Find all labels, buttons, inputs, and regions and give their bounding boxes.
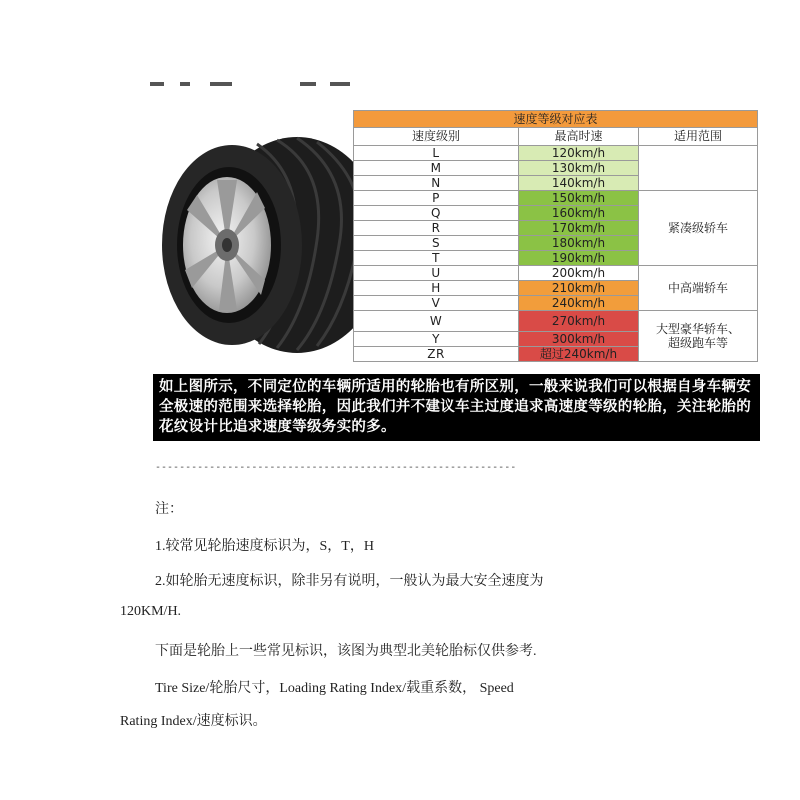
dashed-separator: ------------------------------------------------------------ xyxy=(155,462,517,473)
level-cell: P xyxy=(354,191,519,206)
table-row xyxy=(354,191,758,206)
table-row xyxy=(354,266,758,281)
level-cell: N xyxy=(354,176,519,191)
level-cell: Y xyxy=(354,332,519,347)
level-cell: V xyxy=(354,296,519,311)
note-item-1: 1.较常见轮胎速度标识为，S，T，H xyxy=(155,539,374,554)
range-mid-high: 中高端轿车 xyxy=(639,266,758,311)
speed-cell: 210km/h xyxy=(519,281,639,296)
range-luxury-line1: 大型豪华轿车、 xyxy=(656,322,741,336)
speed-cell: 120km/h xyxy=(519,146,639,161)
level-cell: Q xyxy=(354,206,519,221)
range-compact: 紧凑级轿车 xyxy=(639,191,758,266)
speed-cell: 300km/h xyxy=(519,332,639,347)
note-item-4-line1: Tire Size/轮胎尺寸，Loading Rating Index/载重系数， Speed xyxy=(155,681,514,696)
header-max-speed: 最高时速 xyxy=(519,128,639,146)
table-title: 速度等级对应表 xyxy=(354,111,758,128)
caption-box: 如上图所示，不同定位的车辆所适用的轮胎也有所区别，一般来说我们可以根据自身车辆安全极速的范围来选择轮胎，因此我们并不建议车主过度追求高速度等级的轮胎，关注轮胎的花纹设计比追求速度等级务实的多。 xyxy=(153,374,760,441)
table-row xyxy=(354,311,758,332)
level-cell: H xyxy=(354,281,519,296)
level-cell: S xyxy=(354,236,519,251)
level-cell: U xyxy=(354,266,519,281)
cropped-header-fragment xyxy=(150,82,370,88)
level-cell: L xyxy=(354,146,519,161)
speed-cell: 240km/h xyxy=(519,296,639,311)
speed-cell: 140km/h xyxy=(519,176,639,191)
speed-cell: 160km/h xyxy=(519,206,639,221)
speed-cell: 270km/h xyxy=(519,311,639,332)
level-cell: W xyxy=(354,311,519,332)
speed-rating-table xyxy=(353,110,758,362)
range-luxury xyxy=(639,311,758,362)
level-cell: R xyxy=(354,221,519,236)
header-application-range: 适用范围 xyxy=(639,128,758,146)
note-item-2-line1: 2.如轮胎无速度标识，除非另有说明，一般认为最大安全速度为 xyxy=(155,574,544,589)
note-item-4-line2: Rating Index/速度标识。 xyxy=(120,714,267,729)
header-speed-level: 速度级别 xyxy=(354,128,519,146)
speed-cell: 170km/h xyxy=(519,221,639,236)
speed-cell: 130km/h xyxy=(519,161,639,176)
speed-cell: 190km/h xyxy=(519,251,639,266)
range-cell-empty xyxy=(639,146,758,191)
level-cell: ZR xyxy=(354,347,519,362)
speed-cell: 150km/h xyxy=(519,191,639,206)
speed-cell: 超过240km/h xyxy=(519,347,639,362)
speed-cell: 180km/h xyxy=(519,236,639,251)
range-luxury-line2: 超级跑车等 xyxy=(668,336,729,350)
note-item-2-line2: 120KM/H. xyxy=(120,604,182,619)
speed-cell: 200km/h xyxy=(519,266,639,281)
table-row xyxy=(354,146,758,161)
note-item-3: 下面是轮胎上一些常见标识，该图为典型北美轮胎标仅供参考. xyxy=(155,644,537,659)
notes-title: 注： xyxy=(155,502,183,517)
level-cell: T xyxy=(354,251,519,266)
level-cell: M xyxy=(354,161,519,176)
